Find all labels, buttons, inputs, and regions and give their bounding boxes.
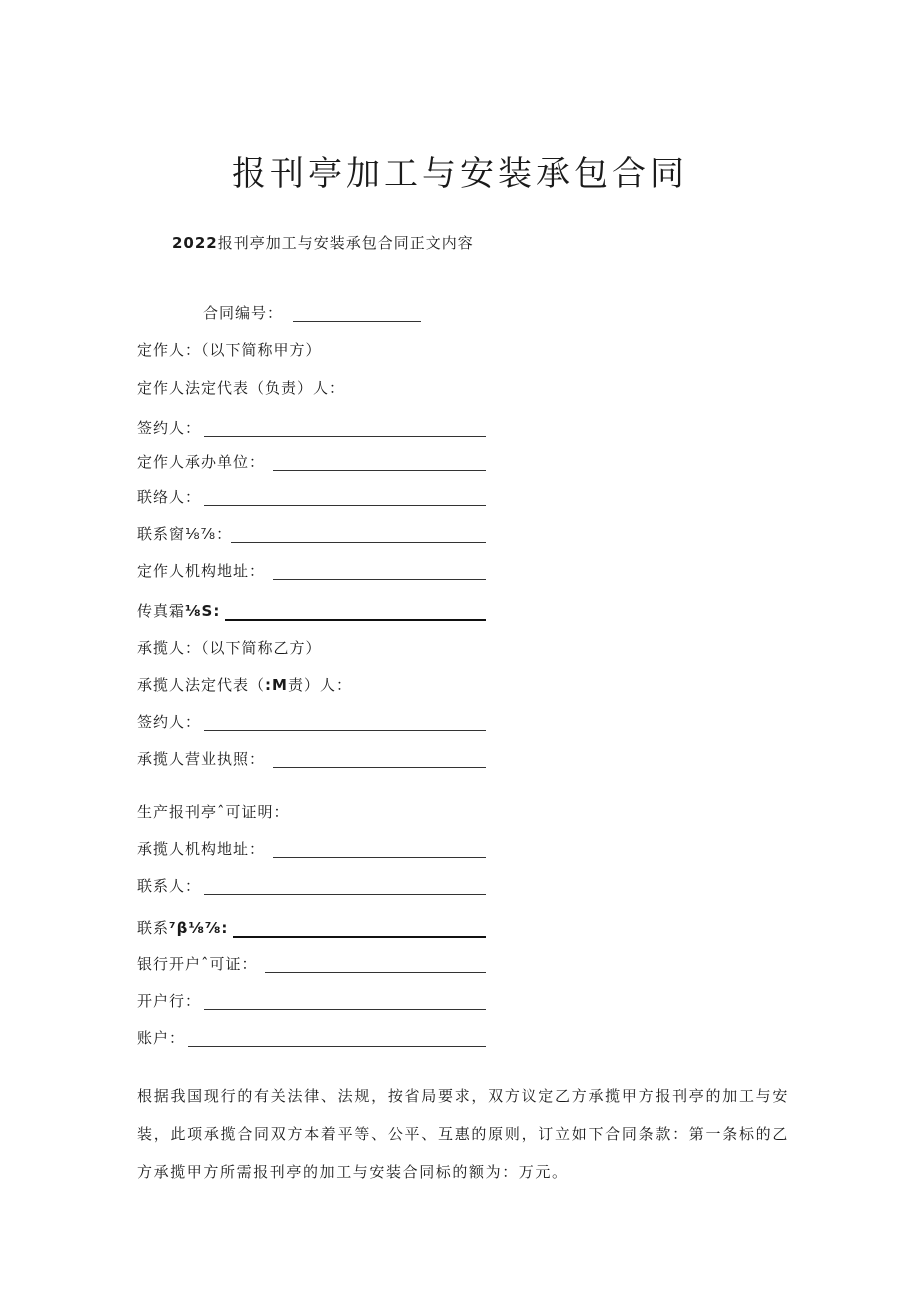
contractor-signer-label: 签约人： bbox=[137, 713, 202, 731]
contract-number-field bbox=[203, 302, 283, 324]
contractor-rep-label-c: 责）人： bbox=[287, 676, 352, 694]
contractor-phone-field bbox=[137, 917, 228, 939]
subtitle-text: 报刊亭加工与安装承包合同正文内容 bbox=[217, 234, 474, 252]
contractor-license-blank bbox=[273, 767, 486, 768]
client-unit-label: 定作人承办单位： bbox=[137, 453, 266, 471]
client-address-field bbox=[137, 560, 265, 582]
contractor-license-label: 承揽人营业执照： bbox=[137, 750, 266, 768]
client-phone-field bbox=[137, 523, 232, 545]
contract-number-label: 合同编号： bbox=[203, 304, 284, 322]
contractor-contact-blank bbox=[204, 894, 486, 895]
client-representative-field bbox=[137, 377, 345, 399]
contractor-phone-label-prefix: 联系 bbox=[137, 919, 170, 937]
contractor-rep-label-b: :M bbox=[265, 676, 288, 694]
client-phone-blank bbox=[231, 542, 486, 543]
client-contact-label: 联络人： bbox=[137, 488, 202, 506]
contractor-phone-blank bbox=[233, 936, 486, 938]
client-phone-label: 联系窗⅛⅞： bbox=[137, 525, 233, 543]
contractor-representative-field bbox=[137, 674, 352, 696]
contractor-field bbox=[137, 637, 322, 659]
client-field bbox=[137, 339, 322, 361]
contractor-phone-label-suffix: ⁷β⅛⅞: bbox=[169, 919, 229, 937]
account-field bbox=[137, 1027, 185, 1049]
production-permit-field bbox=[137, 801, 290, 823]
client-fax-field bbox=[137, 600, 220, 622]
document-subtitle bbox=[172, 232, 474, 253]
contractor-contact-label: 联系人： bbox=[137, 877, 202, 895]
contract-body-paragraph: 根据我国现行的有关法律、法规，按省局要求，双方议定乙方承揽甲方报刊亭的加工与安装，此项承揽合同双方本着平等、公平、互惠的原则，订立如下合同条款：第一条标的乙方承揽甲方所需报刊亭的加工与安装合同标的额为：万元。 bbox=[137, 1087, 789, 1181]
account-label: 账户： bbox=[137, 1029, 186, 1047]
contractor-address-label: 承揽人机构地址： bbox=[137, 840, 266, 858]
contractor-contact-field bbox=[137, 875, 201, 897]
bank-permit-field bbox=[137, 953, 258, 975]
client-fax-label-suffix: ⅛S: bbox=[185, 602, 221, 620]
bank-label: 开户行： bbox=[137, 992, 202, 1010]
contract-number-blank bbox=[293, 321, 421, 322]
contractor-address-blank bbox=[273, 857, 486, 858]
bank-field bbox=[137, 990, 201, 1012]
bank-permit-blank bbox=[265, 972, 486, 973]
contractor-label: 承揽人：（以下简称乙方） bbox=[137, 639, 322, 657]
client-contact-field bbox=[137, 486, 201, 508]
contractor-rep-label-a: 承揽人法定代表（ bbox=[137, 676, 266, 694]
client-representative-label: 定作人法定代表（负责）人： bbox=[137, 379, 346, 397]
subtitle-year: 2022 bbox=[172, 234, 218, 252]
account-blank bbox=[188, 1046, 486, 1047]
client-contact-blank bbox=[204, 505, 486, 506]
client-unit-blank bbox=[273, 470, 486, 471]
contractor-address-field bbox=[137, 838, 265, 860]
client-fax-label-prefix: 传真霜 bbox=[137, 602, 186, 620]
client-signer-blank bbox=[204, 436, 486, 437]
contractor-signer-field bbox=[137, 711, 201, 733]
contractor-license-field bbox=[137, 748, 265, 770]
bank-permit-label: 银行开户ˆ可证： bbox=[137, 955, 258, 973]
client-unit-field bbox=[137, 451, 265, 473]
production-permit-label: 生产报刊亭ˆ可证明： bbox=[137, 803, 290, 821]
document-title: 报刊亭加工与安装承包合同 bbox=[232, 154, 688, 194]
client-fax-blank bbox=[225, 619, 486, 621]
contractor-signer-blank bbox=[204, 730, 486, 731]
client-signer-field bbox=[137, 417, 201, 439]
client-signer-label: 签约人： bbox=[137, 419, 202, 437]
client-address-blank bbox=[273, 579, 486, 580]
client-label: 定作人：（以下简称甲方） bbox=[137, 341, 322, 359]
bank-blank bbox=[204, 1009, 486, 1010]
client-address-label: 定作人机构地址： bbox=[137, 562, 266, 580]
